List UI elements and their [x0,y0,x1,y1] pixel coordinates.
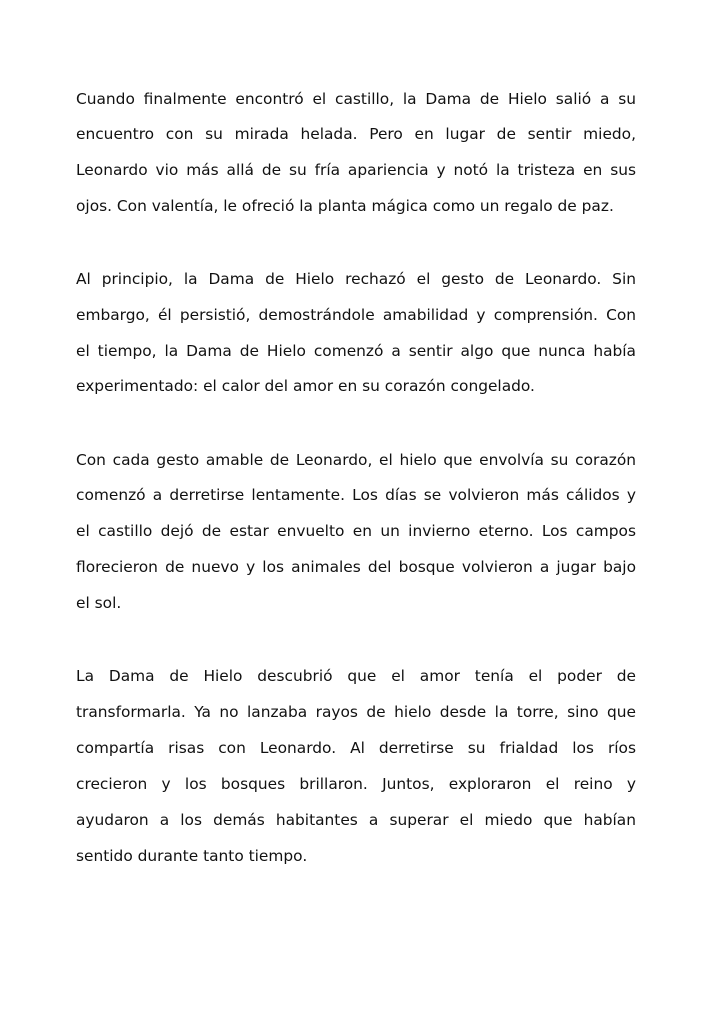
paragraph-4-line-5: ayudaron a los demás habitantes a superar el miedo que habían [76,811,636,829]
paragraph-2-line-2: embargo, él persistió, demostrándole amabilidad y comprensión. Con [76,306,636,324]
paragraph-4-line-6: sentido durante tanto tiempo. [76,847,308,865]
paragraph-4-line-1: La Dama de Hielo descubrió que el amor tenía el poder de [76,667,636,685]
paragraph-2-line-3: el tiempo, la Dama de Hielo comenzó a sentir algo que nunca había [76,342,636,360]
paragraph-1-line-1: Cuando finalmente encontró el castillo, la Dama de Hielo salió a su [76,90,636,108]
paragraph-4-line-2: transformarla. Ya no lanzaba rayos de hielo desde la torre, sino que [76,703,636,721]
paragraph-3-line-3: el castillo dejó de estar envuelto en un invierno eterno. Los campos [76,522,636,540]
paragraph-3-line-2: comenzó a derretirse lentamente. Los días se volvieron más cálidos y [76,486,636,504]
paragraph-1-line-2: encuentro con su mirada helada. Pero en lugar de sentir miedo, [76,125,636,143]
paragraph-3-line-1: Con cada gesto amable de Leonardo, el hielo que envolvía su corazón [76,451,636,469]
paragraph-1-line-4: ojos. Con valentía, le ofreció la planta mágica como un regalo de paz. [76,197,614,215]
paragraph-3-line-5: el sol. [76,594,122,612]
paragraph-4-line-4: crecieron y los bosques brillaron. Juntos, exploraron el reino y [76,775,636,793]
paragraph-2-line-4: experimentado: el calor del amor en su corazón congelado. [76,377,535,395]
paragraph-1-line-3: Leonardo vio más allá de su fría apariencia y notó la tristeza en sus [76,161,636,179]
paragraph-3-line-4: florecieron de nuevo y los animales del bosque volvieron a jugar bajo [76,558,636,576]
paragraph-4-line-3: compartía risas con Leonardo. Al derretirse su frialdad los ríos [76,739,636,757]
paragraph-2-line-1: Al principio, la Dama de Hielo rechazó el gesto de Leonardo. Sin [76,270,636,288]
